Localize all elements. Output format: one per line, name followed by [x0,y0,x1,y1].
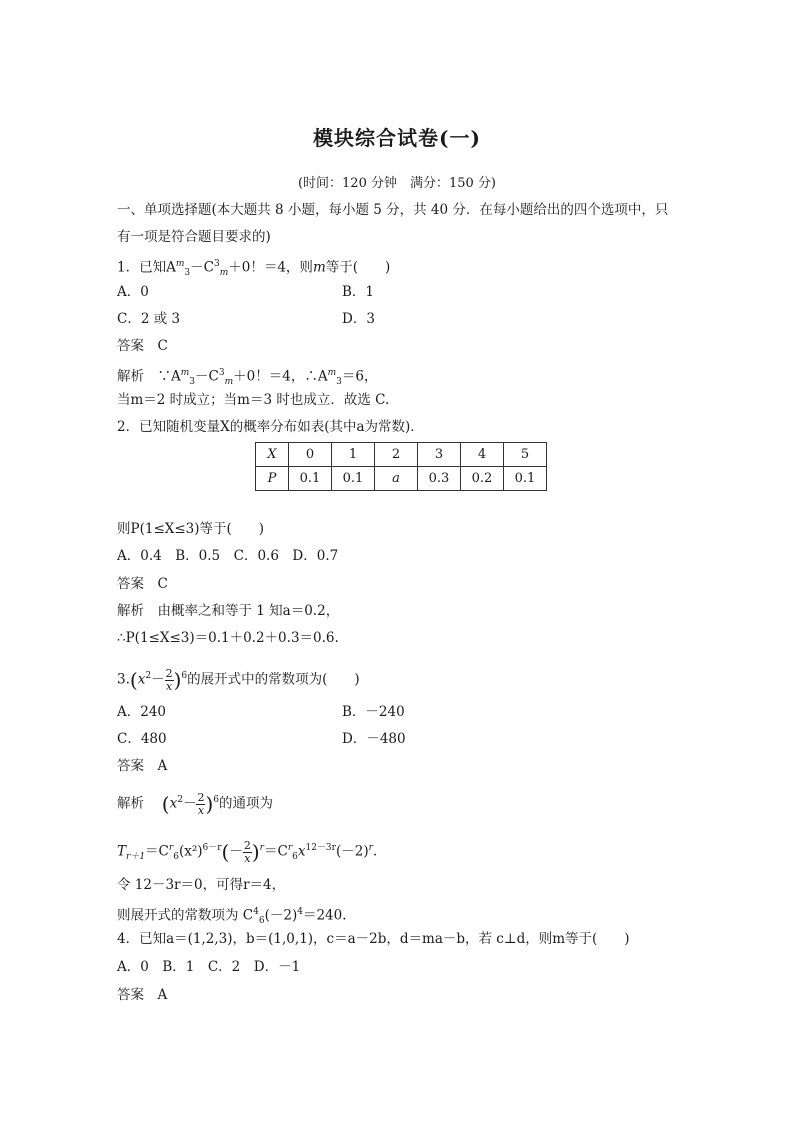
table-cell: 0.2 [461,467,504,491]
q1-stem: 1．已知$A^m_3-C^3_m+0$！＝4，则m等于( ) [117,259,391,279]
q3-analysis-let: 令 12－3r＝0，可得r＝4， [117,877,286,893]
q3-option-b: B．－240 [342,704,405,720]
table-cell: 1 [332,443,375,467]
section-heading-line2: 有一项是符合题目要求的) [117,229,271,245]
table-cell: P [256,467,289,491]
table-cell: a [375,467,418,491]
q3-analysis-const: 则展开式的常数项为 $C^4_6(-2)^4=240$. [117,907,347,927]
q4-options: A．0 B．1 C．2 D．－1 [117,959,301,975]
q3-general-term: $T_{r+1}=C^r_6(x^2)^{6-r}(-$ $\frac{2}{x}$ )$^r=C^r_6x^{12-3r}(-2)^r$. [117,838,378,865]
q3-option-c: C．480 [117,731,167,747]
q3-option-d: D．－480 [342,731,406,747]
table-cell: 5 [504,443,547,467]
q3-analysis-line1: 解析 ($x^2-$ $\frac{2}{x}$ )$^6$的通项为 [117,790,274,817]
q1-option-d: D．3 [342,311,375,327]
table-cell: 0.1 [289,467,332,491]
q1-option-a: A．0 [117,284,149,300]
table-row [256,443,547,467]
page-title: 模块综合试卷(一) [313,126,481,150]
table-cell: 3 [418,443,461,467]
table-row [256,467,547,491]
q4-answer: 答案 A [117,987,168,1003]
table-cell: 4 [461,443,504,467]
q2-options: A．0.4 B．0.5 C．0.6 D．0.7 [117,548,339,564]
q3-option-a: A．240 [117,704,167,720]
table-cell: 0.3 [418,467,461,491]
exam-meta: (时间：120 分钟 满分：150 分) [297,176,497,191]
q1-option-b: B．1 [342,284,375,300]
q4-stem: 4．已知a＝(1,2,3)，b＝(1,0,1)，c＝a－2b，d＝ma－b，若 c⊥d，则m等于( ) [117,931,630,947]
section-heading-line1: 一、单项选择题(本大题共 8 小题，每小题 5 分，共 40 分．在每小题给出的四个选项中，只 [117,202,669,218]
q2-analysis-line2: ∴P(1≤X≤3)＝0.1＋0.2＋0.3＝0.6. [117,630,339,646]
q2-analysis-line1: 解析 由概率之和等于 1 知a＝0.2， [117,603,340,619]
table-cell: 0.1 [332,467,375,491]
q3-answer: 答案 A [117,758,168,774]
table-cell: X [256,443,289,467]
table-cell: 0.1 [504,467,547,491]
table-cell: 2 [375,443,418,467]
q1-analysis-line1: 解析 $\because A^m_3-C^3_m+0$！＝4，$\therefore A^m_3=6$， [117,368,378,388]
q1-analysis-line2: 当m＝2 时成立；当m＝3 时也成立．故选 C. [117,392,390,408]
q1-option-c: C．2 或 3 [117,311,181,327]
table-cell: 0 [289,443,332,467]
probability-table [255,442,547,491]
q3-stem: $3.(x^2-$ $\frac{2}{x}$ )$^6$的展开式中的常数项为( ) [117,666,360,693]
q2-answer: 答案 C [117,576,168,592]
q2-question: 则P(1≤X≤3)等于( ) [117,521,265,537]
q2-stem: 2．已知随机变量X的概率分布如表(其中a为常数)． [117,419,424,435]
q1-answer: 答案 C [117,338,168,354]
